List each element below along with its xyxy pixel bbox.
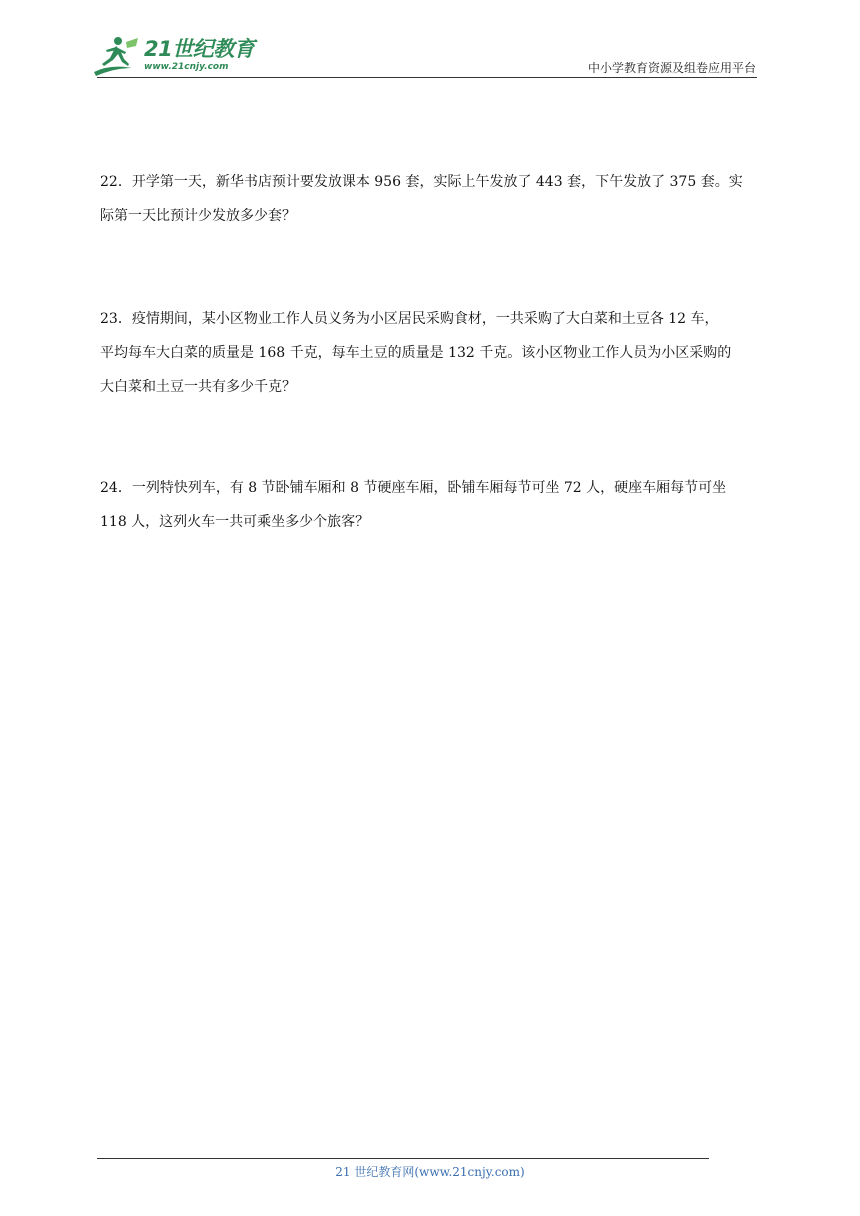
question-text: 一列特快列车，有 8 节卧铺车厢和 8 节硬座车厢，卧铺车厢每节可坐 72 人，硬座车厢每节可坐 <box>131 480 727 496</box>
question-line <box>100 370 766 404</box>
logo-url: www.21cnjy.com <box>144 62 229 72</box>
question-22 <box>100 165 766 233</box>
platform-text: 中小学教育资源及组卷应用平台 <box>587 61 756 75</box>
question-number: 22． <box>100 174 132 190</box>
question-number: 23． <box>100 311 132 327</box>
footer-link[interactable]: 21 世纪教育网(www.21cnjy.com) <box>335 1165 525 1179</box>
question-line <box>100 471 766 505</box>
page-header <box>0 0 860 80</box>
question-text: 际第一天比预计少发放多少套？ <box>100 208 296 224</box>
question-line <box>100 505 766 539</box>
question-number: 24． <box>100 480 132 496</box>
question-text: 平均每车大白菜的质量是 168 千克，每车土豆的质量是 132 千克。该小区物业工作人员为小区采购的 <box>100 345 732 361</box>
question-text: 大白菜和土豆一共有多少千克？ <box>100 379 296 395</box>
question-line <box>100 302 766 336</box>
runner-logo-icon <box>92 34 140 78</box>
question-text: 疫情期间，某小区物业工作人员义务为小区居民采购食材，一共采购了大白菜和土豆各 12 车， <box>131 311 719 327</box>
header-divider <box>97 77 757 78</box>
question-line <box>100 165 766 199</box>
question-line <box>100 336 766 370</box>
question-line <box>100 199 766 233</box>
question-text: 开学第一天，新华书店预计要发放课本 956 套，实际上午发放了 443 套，下午发放了 375 套。实 <box>131 174 743 190</box>
logo <box>92 34 262 78</box>
question-23 <box>100 302 766 404</box>
question-24 <box>100 471 766 539</box>
question-text: 118 人，这列火车一共可乘坐多少个旅客？ <box>100 514 370 530</box>
logo-text: 21世纪教育 <box>144 37 255 61</box>
footer-divider <box>97 1158 709 1159</box>
